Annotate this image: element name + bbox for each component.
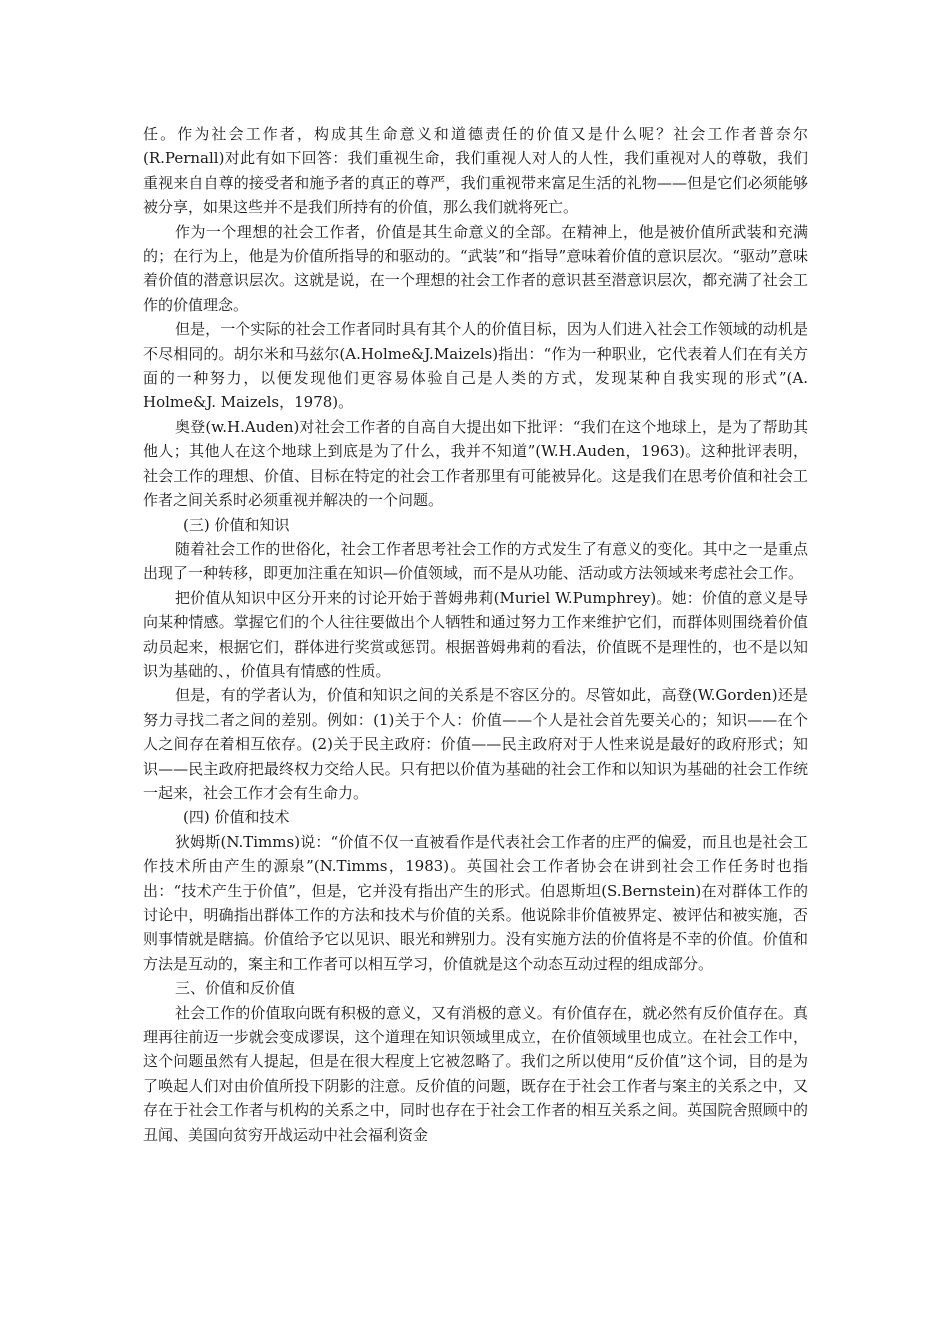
paragraph-auden-critique: 奥登(w.H.Auden)对社会工作者的自高自大提出如下批评：“我们在这个地球上，是为了帮助其他人；其他人在这个地球上到底是为了什么，我并不知道”(W.H.Auden，1963)。这种批评表明，社会工作的理想、价值、目标在特定的社会工作者那里有可能被异化。这是我们在思考价值和社会工作者之间关系时必须重视并解决的一个问题。 (143, 417, 808, 510)
paragraph-gorden: 但是，有的学者认为，价值和知识之间的关系是不容区分的。尽管如此，高登(W.Gorden)还是努力寻找二者之间的差别。例如：(1)关于个人：价值——个人是社会首先要关心的；知识——在个人之间存在着相互依存。(2)关于民主政府：价值——民主政府对于人性来说是最好的政府形式；知识——民主政府把最终权力交给人民。只有把以价值为基础的社会工作和以知识为基础的社会工作统一起来，社会工作才会有生命力。 (143, 686, 808, 802)
section-heading-anti-value: 三、价值和反价值 (175, 979, 296, 998)
section-heading-value-knowledge: (三) 价值和知识 (183, 515, 290, 534)
document-page (143, 122, 808, 1147)
paragraph-ideal-worker: 作为一个理想的社会工作者，价值是其生命意义的全部。在精神上，他是被价值所武装和充满的；在行为上，他是为价值所指导的和驱动的。“武装”和“指导”意味着价值的意识层次。“驱动”意味着价值的潜意识层次。这就是说，在一个理想的社会工作者的意识甚至潜意识层次，都充满了社会工作的价值理念。 (143, 222, 808, 314)
paragraph-secularization: 随着社会工作的世俗化，社会工作者思考社会工作的方式发生了有意义的变化。其中之一是重点出现了一种转移，即更加注重在知识—价值领域，而不是从功能、活动或方法领域来考虑社会工作。 (143, 539, 808, 583)
paragraph-anti-value: 社会工作的价值取向既有积极的意义，又有消极的意义。有价值存在，就必然有反价值存在。真理再往前迈一步就会变成谬误，这个道理在知识领域里成立，在价值领域里也成立。在社会工作中，这个问题虽然有人提起，但是在很大程度上它被忽略了。我们之所以使用“反价值”这个词，目的是为了唤起人们对由价值所投下阴影的注意。反价值的问题，既存在于社会工作者与案主的关系之中，又存在于社会工作者与机构的关系之中，同时也存在于社会工作者的相互关系之间。英国院舍照顾中的丑闻、美国向贫穷开战运动中社会福利资金 (143, 1003, 808, 1144)
paragraph-timms: 狄姆斯(N.Timms)说：“价值不仅一直被看作是代表社会工作者的庄严的偏爱，而且也是社会工作技术所由产生的源泉”(N.Timms，1983)。英国社会工作者协会在讲到社会工作任务时也指出：“技术产生于价值”，但是，它并没有指出产生的形式。伯恩斯坦(S.Bernstein)在对群体工作的讨论中，明确指出群体工作的方法和技术与价值的关系。他说除非价值被界定、被评估和被实施，否则事情就是瞎搞。价值给予它以见识、眼光和辨别力。没有实施方法的价值将是不幸的价值。价值和方法是互动的，案主和工作者可以相互学习，价值就是这个动态互动过程的组成部分。 (143, 832, 808, 973)
paragraph-continuation: 任。作为社会工作者，构成其生命意义和道德责任的价值又是什么呢？社会工作者普奈尔(R.Pernall)对此有如下回答：我们重视生命，我们重视人对人的人性，我们重视对人的尊敬，我们重视来自自尊的接受者和施予者的真正的尊严，我们重视带来富足生活的礼物——但是它们必须能够被分享，如果这些并不是我们所持有的价值，那么我们就将死亡。 (143, 125, 808, 217)
paragraph-personal-values: 但是，一个实际的社会工作者同时具有其个人的价值目标，因为人们进入社会工作领域的动机是不尽相同的。胡尔米和马兹尔(A.Holme&J.Maizels)指出：“作为一种职业，它代表着人们在有关方面的一种努力，以便发现他们更容易体验自己是人类的方式，发现某种自我实现的形式”(A. Holme&J. Maizels，1978)。 (143, 320, 808, 412)
section-heading-value-technique: (四) 价值和技术 (183, 808, 290, 827)
paragraph-pumphrey: 把价值从知识中区分开来的讨论开始于普姆弗莉(Muriel W.Pumphrey)。她：价值的意义是导向某种情感。掌握它们的个人往往要做出个人牺牲和通过努力工作来维护它们，而群体则围绕着价值动员起来，根据它们，群体进行奖赏或惩罚。根据普姆弗莉的看法，价值既不是理性的，也不是以知识为基础的、，价值具有情感的性质。 (143, 588, 808, 680)
